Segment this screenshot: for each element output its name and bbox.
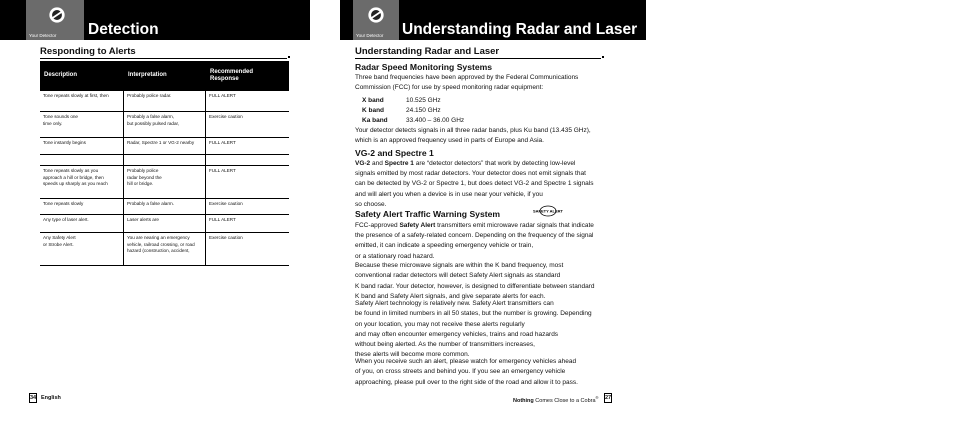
cell-description: [40, 155, 124, 165]
right-header-badge: [353, 0, 399, 40]
header-response-text: Recommended Response: [210, 68, 254, 82]
understanding-section-title: Understanding Radar and Laser: [355, 46, 500, 57]
right-header-caption: Your Detector: [356, 33, 384, 38]
cell-interpretation: You are nearing an emergency vehicle, railroad crossing, or road hazard (construction, accident,: [124, 233, 206, 265]
band-row: [362, 106, 464, 116]
table-row: [40, 166, 289, 199]
cell-response: FULL ALERT: [209, 217, 236, 222]
vg2-line1-rest: are “detector detectors” that work by detecting low-level: [413, 160, 576, 167]
cell-description: Tone repeats slowly: [40, 199, 124, 214]
receive-alert-paragraph: When you receive such an alert, please watch for emergency vehicles ahead of you, on cross streets and behind you. If you see an emergency vehicle approaching, please pull over to the right side of the road and allow it to pass.: [355, 358, 578, 386]
vg2-heading: VG-2 and Spectre 1: [355, 148, 434, 158]
section-rule-dot: [602, 56, 604, 58]
safety-bold: Safety Alert: [399, 222, 436, 229]
safety-logo-text: SAFETY ALERT: [532, 208, 564, 214]
technology-paragraph: Safety Alert technology is relatively new. Safety Alert transmitters can be found in limited numbers in all 50 states, but the number is growing. Depending on your location, you may not receive these alerts regularly and may often encounter emergency vehicles, trains and road hazards without being alerted. As the number of transmitters increases, these alerts will become more common.: [355, 300, 592, 359]
header-interpretation: Interpretation: [128, 72, 167, 79]
left-header-caption: Your Detector: [29, 33, 57, 38]
left-footer-language: English: [41, 395, 61, 401]
cell-interpretation: [124, 155, 206, 165]
band-frequency: 33.400 – 36.00 GHz: [406, 117, 465, 124]
cell-interpretation: Laser alerts are: [124, 215, 206, 232]
table-row: [40, 199, 289, 215]
table-header: [40, 61, 289, 91]
slogan-text: Comes Close to a Cobra: [533, 397, 596, 404]
vg2-and: and: [370, 160, 385, 167]
right-footer-slogan: [513, 395, 598, 404]
safety-body: the presence of a safety-related concern. Depending on the frequency of the signal emitted, it can indicate a speeding emergency vehicle or train, or a stationary road hazard.: [355, 232, 594, 260]
responding-section-title: Responding to Alerts: [40, 46, 136, 57]
band-name: Ka band: [362, 117, 388, 124]
slogan-bold: Nothing: [513, 397, 534, 404]
cell-response: FULL ALERT: [209, 93, 236, 98]
vg2-first-line: [355, 159, 575, 169]
cell-interpretation: Radar, Spectre 1 or VG-2 nearby: [124, 138, 206, 154]
radar-intro: Three band frequencies have been approved by the Federal Communications Commission (FCC) for use by speed monitoring radar equipment:: [355, 74, 579, 92]
radar-detect-text: Your detector detects signals in all three radar bands, plus Ku band (13.435 GHz), which is an approved frequency used in parts of Europe and Asia.: [355, 127, 591, 145]
right-header-bar: [340, 0, 646, 40]
table-row: [40, 155, 289, 166]
cell-response: [206, 155, 289, 165]
slogan-mark: ®: [595, 395, 599, 400]
table-row: [40, 91, 289, 112]
alerts-table: [40, 61, 289, 266]
cell-interpretation: Probably police radar.: [124, 91, 206, 111]
safety-first-line: [355, 221, 594, 231]
safety-fcc: FCC-approved: [355, 222, 400, 229]
cell-response: Exercise caution: [209, 235, 243, 240]
cell-response: Exercise caution: [209, 114, 243, 119]
cell-response: Exercise caution: [209, 201, 243, 206]
safety-alert-logo: [528, 205, 568, 217]
band-row: [362, 116, 464, 126]
cell-description: Tone repeats slowly as you approach a hill or bridge, then speeds up sharply as you reach: [40, 166, 124, 198]
band-name: X band: [362, 97, 384, 104]
left-page: [0, 0, 310, 433]
cell-interpretation: Probably a false alarm, but possibly pulsed radar,: [124, 112, 206, 137]
cell-description: Tone instantly begins: [40, 138, 124, 154]
right-page: [340, 0, 646, 433]
header-description: Description: [44, 72, 78, 79]
spectre-bold: Spectre 1: [384, 160, 414, 167]
right-page-number: 27: [604, 395, 612, 401]
section-rule: [40, 58, 287, 59]
cell-response: FULL ALERT: [209, 168, 236, 173]
safety-heading: Safety Alert Traffic Warning System: [355, 209, 501, 219]
safety-line1-rest: transmitters emit microwave radar signals that indicate: [435, 222, 594, 229]
cell-interpretation: Probably police radar beyond the hill or bridge.: [124, 166, 206, 198]
vg2-body: signals emitted by most radar detectors. Your detector does not emit signals that can be detected by VG-2 or Spectre 1, but does detect VG-2 and Spectre 1 signals and will alert you when a device is in use near your vehicle, if you so choose.: [355, 170, 594, 208]
band-list: [362, 96, 464, 126]
cell-description: Tone repeats slowly at first, then: [40, 91, 124, 111]
cell-description: Any type of laser alert.: [40, 215, 124, 232]
section-rule-dot: [288, 56, 290, 58]
table-row: [40, 112, 289, 138]
band-frequency: 10.525 GHz: [406, 97, 441, 104]
section-rule: [355, 58, 601, 59]
cell-description: Tone sounds one time only.: [40, 112, 124, 137]
microwave-paragraph: Because these microwave signals are within the K band frequency, most conventional radar detectors will detect Safety Alert signals as standard K band radar. Your detector, however, is designed to differentiate between standard K band and Safety Alert signals, and give separate alerts for each.: [355, 262, 595, 300]
left-header-bar: [0, 0, 310, 40]
header-response: [206, 61, 289, 91]
band-row: [362, 96, 464, 106]
detector-icon: [367, 6, 385, 24]
table-row: [40, 138, 289, 155]
band-name: K band: [362, 107, 385, 114]
left-page-number: 34: [29, 395, 37, 401]
table-body: [40, 91, 289, 266]
left-page-title: Detection: [88, 21, 159, 38]
cell-interpretation: Probably a false alarm.: [124, 199, 206, 214]
left-header-badge: [26, 0, 84, 40]
vg2-bold: VG-2: [355, 160, 371, 167]
radar-heading: Radar Speed Monitoring Systems: [355, 62, 493, 72]
right-page-title: Understanding Radar and Laser: [402, 21, 638, 38]
detector-icon: [48, 6, 66, 24]
table-row: [40, 233, 289, 266]
cell-response: FULL ALERT: [209, 140, 236, 145]
table-row: [40, 215, 289, 233]
band-frequency: 24.150 GHz: [406, 107, 441, 114]
cell-description: Any Safety Alert or Strobe Alert.: [40, 233, 124, 265]
